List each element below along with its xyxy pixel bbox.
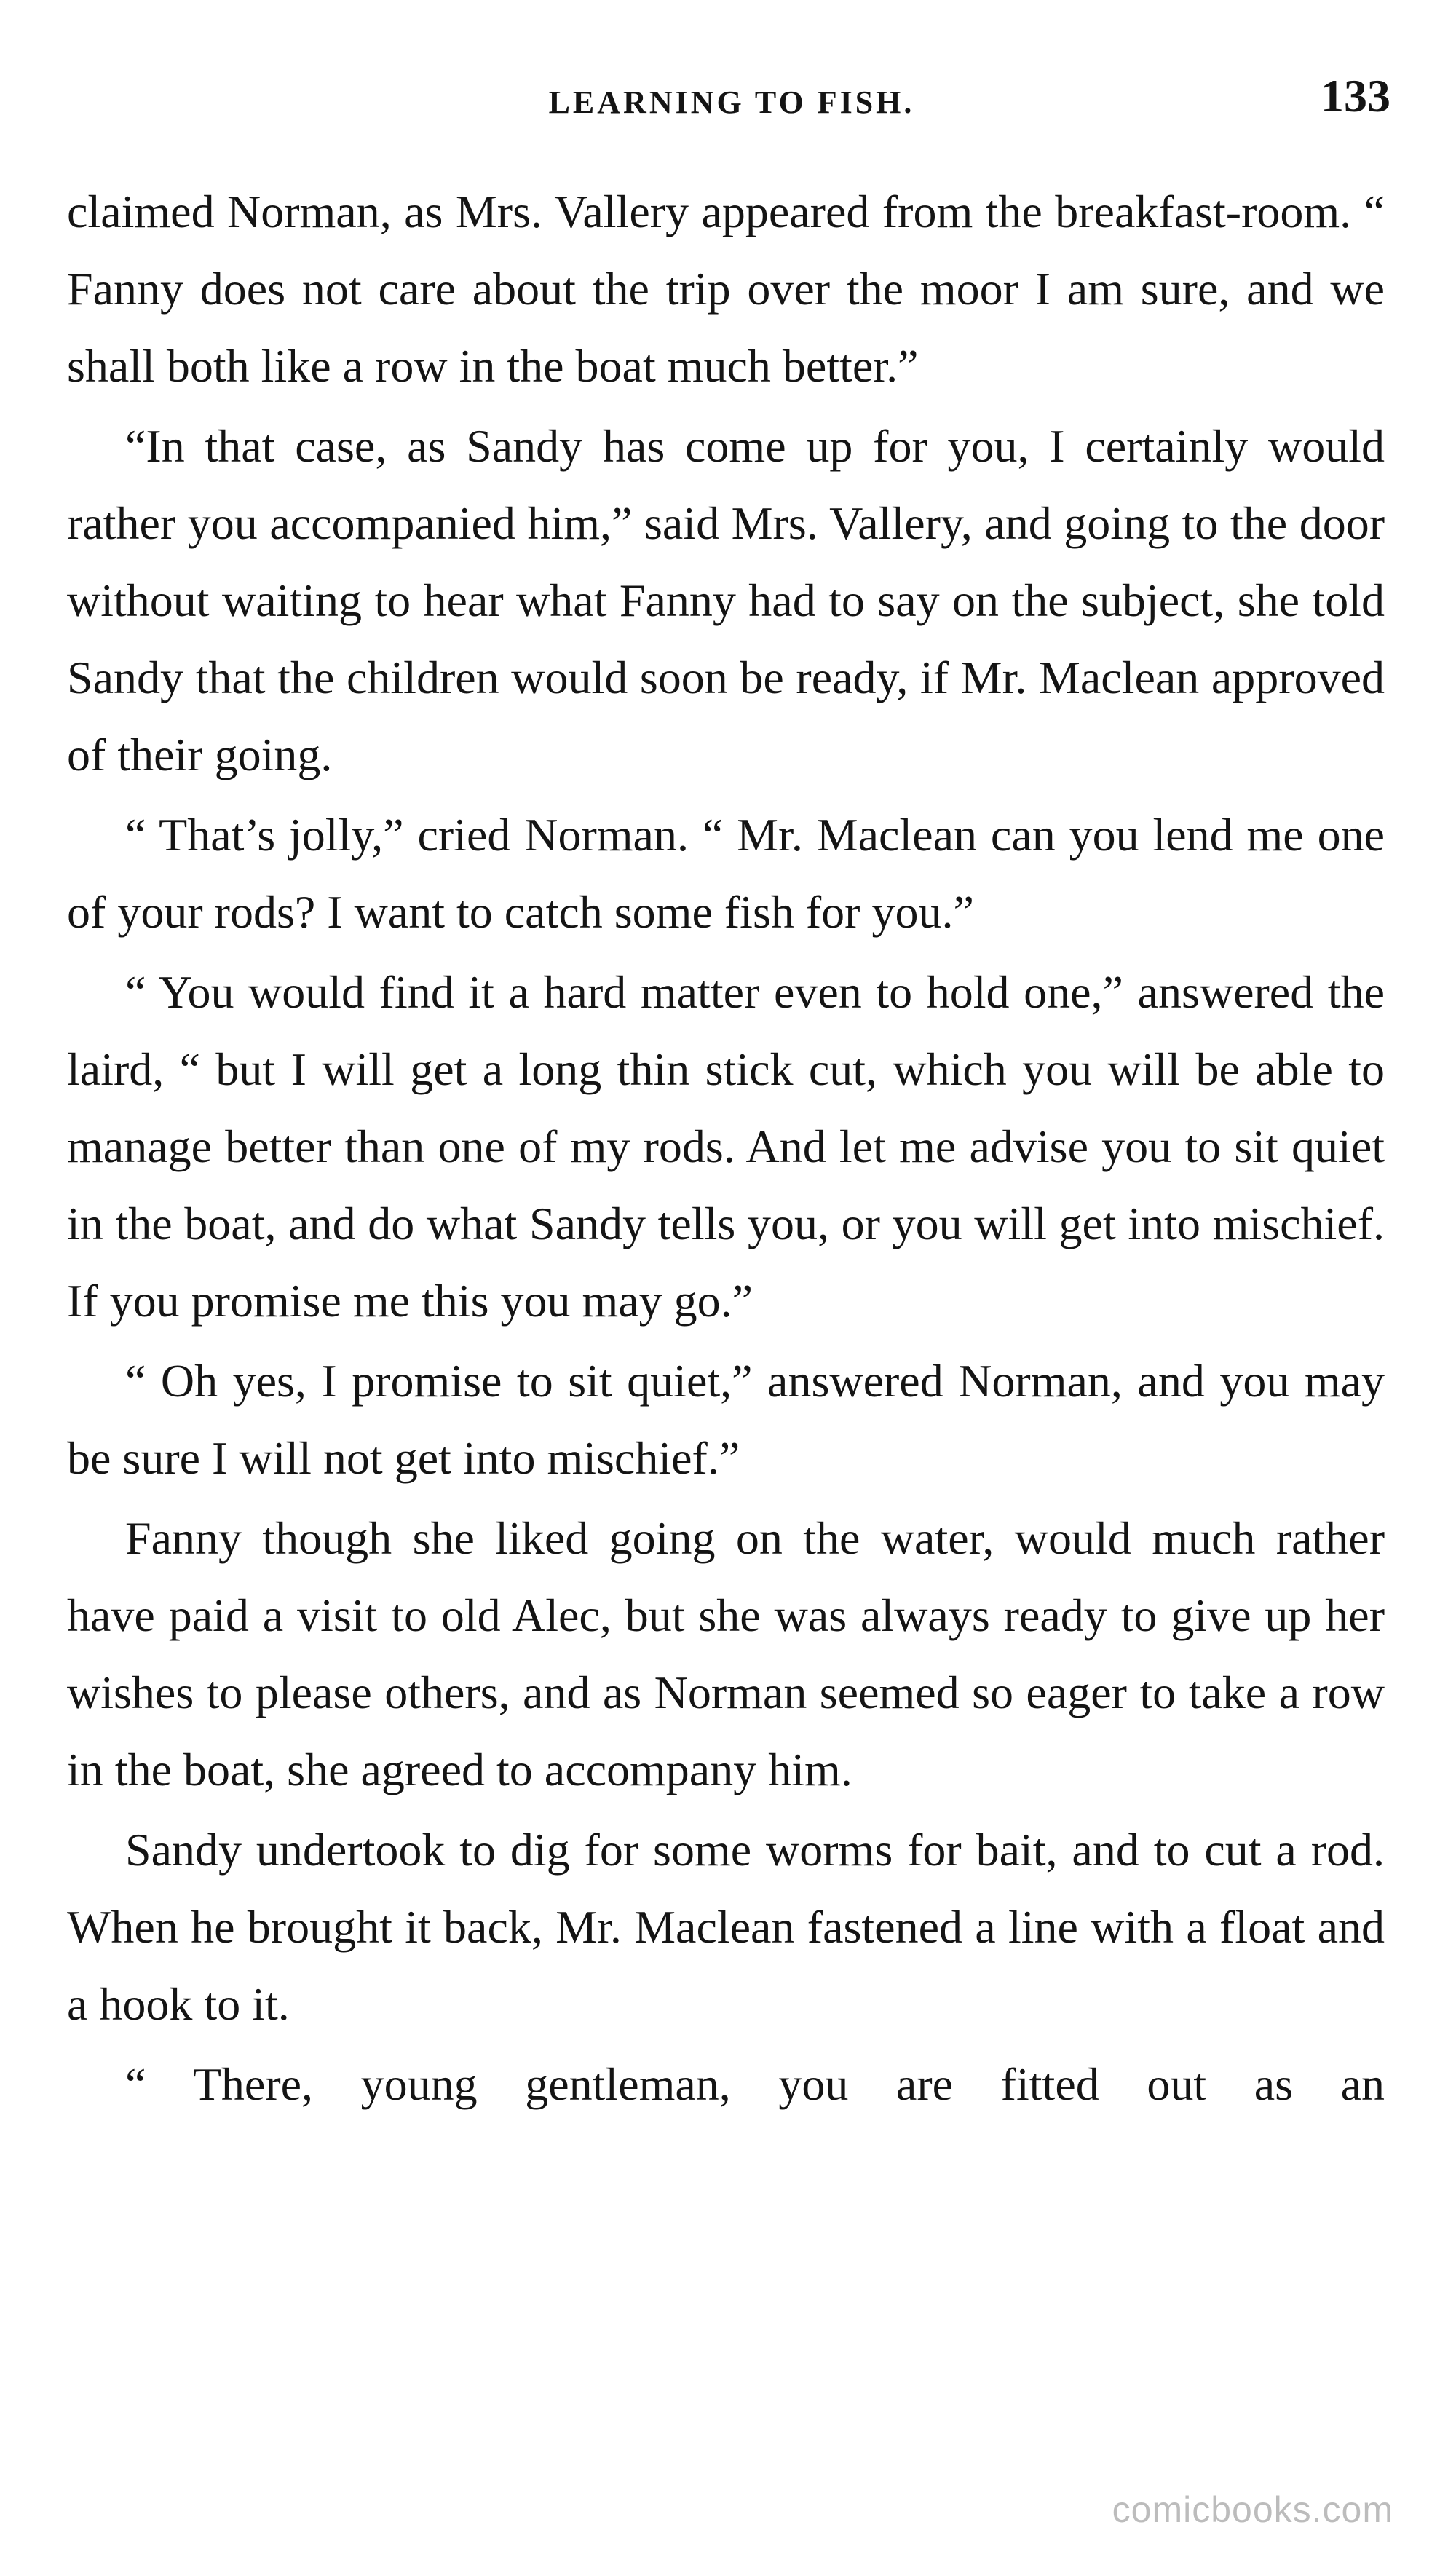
- paragraph-8: “ There, young gentleman, you are fitted out as an: [125, 2058, 1385, 2110]
- paragraph-7: Sandy undertook to dig for some worms for bait, and to cut a rod. When he brought it back, Mr. Maclean fastened a line with a float and a hook to it.: [67, 1824, 1385, 2030]
- paragraph-4: “ You would find it a hard matter even to hold one,” answered the laird, “ but I will get a long thin stick cut, which you will be able to manage better than one of my rods. And let me advise you to sit quiet in the boat, and do what Sandy tells you, or you will get into mischief. If you promise me this you may go.”: [67, 966, 1385, 1327]
- paragraph-6: Fanny though she liked going on the water, would much rather have paid a visit to old Alec, but she was always ready to give up her wishes to please others, and as Norman seemed so eager to take a row in the boat, she agreed to accompany him.: [67, 1512, 1385, 1795]
- running-title: LEARNING TO FISH.: [548, 84, 915, 120]
- paragraph-3: “ That’s jolly,” cried Norman. “ Mr. Maclean can you lend me one of your rods? I want to catch some fish for you.”: [67, 809, 1385, 938]
- paragraph-1: claimed Norman, as Mrs. Vallery appeared from the breakfast-room. “ Fanny does not care about the trip over the moor I am sure, and we shall both like a row in the boat much better.”: [67, 186, 1385, 392]
- paragraph-2: “In that case, as Sandy has come up for you, I certainly would rather you accompanied him,” said Mrs. Vallery, and going to the door without waiting to hear what Fanny had to say on the subject, she told Sandy that the children would soon be ready, if Mr. Maclean approved of their going.: [67, 420, 1385, 780]
- body-text: [67, 173, 1385, 2123]
- running-head: [66, 69, 1398, 135]
- page-number: 133: [1321, 70, 1390, 122]
- paragraph-5: “ Oh yes, I promise to sit quiet,” answered Norman, and you may be sure I will not get into mischief.”: [67, 1355, 1385, 1484]
- watermark: comicbooks.com: [1112, 2489, 1393, 2530]
